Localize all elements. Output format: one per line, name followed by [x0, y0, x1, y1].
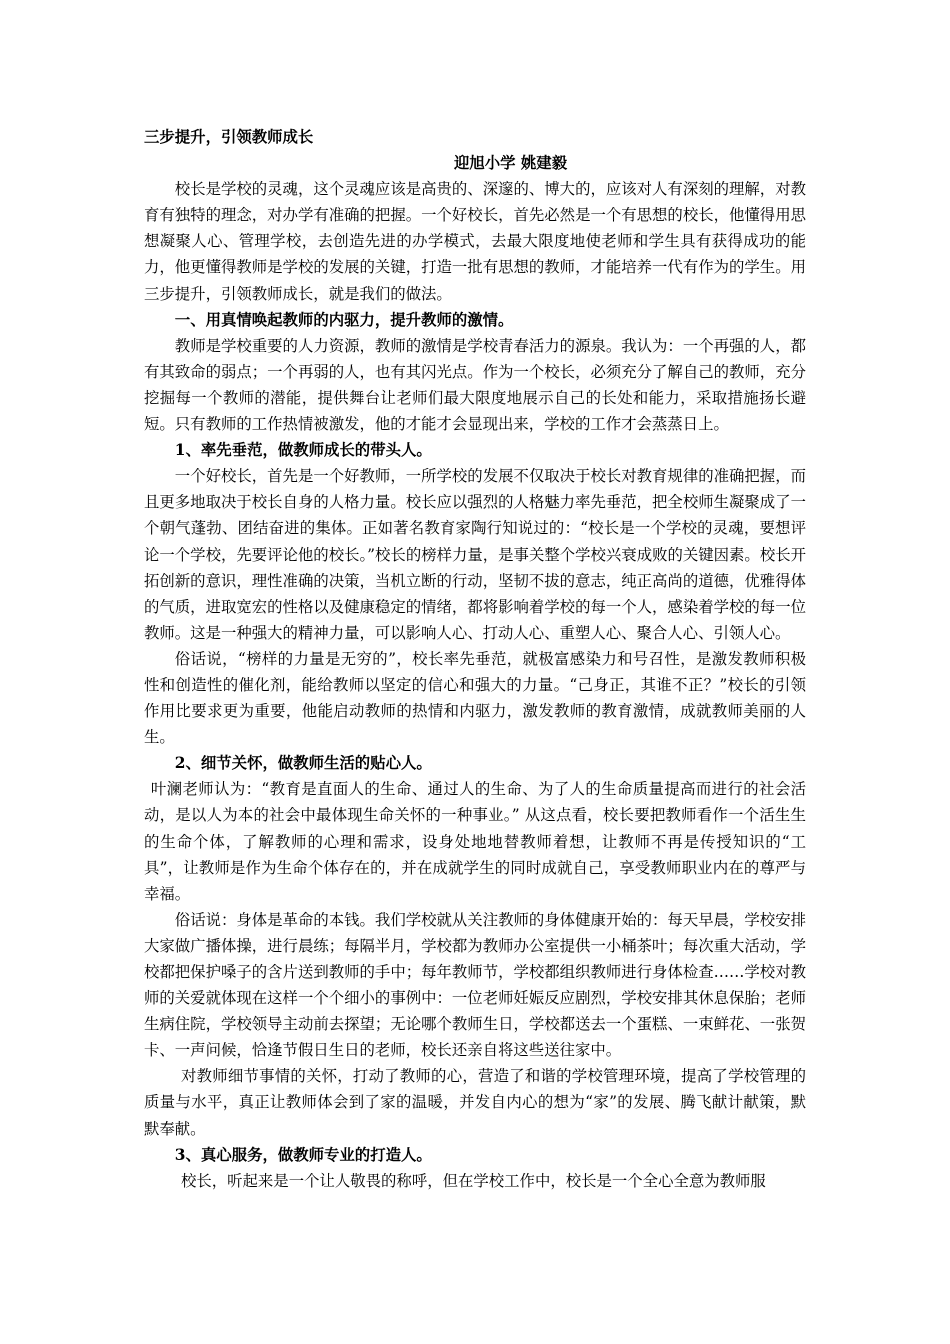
subsection-2-heading: 2、细节关怀，做教师生活的贴心人。	[174, 754, 432, 773]
subsection-3-heading: 3、真心服务，做教师专业的打造人。	[174, 1145, 432, 1164]
subsection-1-heading: 1、率先垂范，做教师成长的带头人。	[174, 441, 432, 460]
document-page	[144, 124, 806, 1194]
document-author: 迎旭小学 姚建毅	[454, 154, 568, 173]
section-1-heading: 一、用真情唤起教师的内驱力，提升教师的激情。	[174, 310, 514, 329]
subsection-2-paragraph-2: 俗话说：身体是革命的本钱。我们学校就从关注教师的身体健康开始的：每天早晨，学校安排大家做广播体操，进行晨练；每隔半月，学校都为教师办公室提供一小桶茶叶；每次重大活动，学校都把保护嗓子的含片送到教师的手中；每年教师节，学校都组织教师进行身体检查……学校对教师的关爱就体现在这样一个个细小的事例中：一位老师妊娠反应剧烈，学校安排其休息保胎；老师生病住院，学校领导主动前去探望；无论哪个教师生日，学校都送去一个蛋糕、一束鲜花、一张贺卡、一声问候，恰逢节假日生日的老师，校长还亲自将这些送往家中。	[144, 910, 806, 1060]
document-title: 三步提升，引领教师成长	[144, 128, 314, 146]
subsection-2-paragraph-3: 对教师细节事情的关怀，打动了教师的心，营造了和谐的学校管理环境，提高了学校管理的质量与水平，真正让教师体会到了家的温暖，并发自内心的想为“家”的发展、腾飞献计献策，默默奉献。	[144, 1067, 806, 1138]
subsection-1-paragraph-1: 一个好校长，首先是一个好教师，一所学校的发展不仅取决于校长对教育规律的准确把握，而且更多地取决于校长自身的人格力量。校长应以强烈的人格魅力率先垂范，把全校师生凝聚成了一个朝气蓬勃、团结奋进的集体。正如著名教育家陶行知说过的：“校长是一个学校的灵魂，要想评论一个学校，先要评论他的校长。”校长的榜样力量，是事关整个学校兴衰成败的关键因素。校长开拓创新的意识，理性准确的决策，当机立断的行动，坚韧不拔的意志，纯正高尚的道德，优雅得体的气质，进取宽宏的性格以及健康稳定的情绪，都将影响着学校的每一个人，感染着学校的每一位教师。这是一种强大的精神力量，可以影响人心、打动人心、重塑人心、聚合人心、引领人心。	[144, 467, 806, 642]
section-1-paragraph: 教师是学校重要的人力资源，教师的激情是学校青春活力的源泉。我认为：一个再强的人，都有其致命的弱点；一个再弱的人，也有其闪光点。作为一个校长，必须充分了解自己的教师，充分挖掘每一个教师的潜能，提供舞台让老师们最大限度地展示自己的长处和能力，采取措施扬长避短。只有教师的工作热情被激发，他的才能才会显现出来，学校的工作才会蒸蒸日上。	[144, 336, 806, 434]
intro-paragraph: 校长是学校的灵魂，这个灵魂应该是高贵的、深邃的、博大的，应该对人有深刻的理解，对教育有独特的理念，对办学有准确的把握。一个好校长，首先必然是一个有思想的校长，他懂得用思想凝聚人心、管理学校，去创造先进的办学模式，去最大限度地使老师和学生具有获得成功的能力，他更懂得教师是学校的发展的关键，打造一批有思想的教师，才能培养一代有作为的学生。用三步提升，引领教师成长，就是我们的做法。	[144, 180, 806, 303]
subsection-1-paragraph-2: 俗话说，“榜样的力量是无穷的”，校长率先垂范，就极富感染力和号召性，是激发教师积极性和创造性的催化剂，能给教师以坚定的信心和强大的力量。“己身正，其谁不正？”校长的引领作用比要求更为重要，他能启动教师的热情和内驱力，激发教师的教育激情，成就教师美丽的人生。	[144, 649, 806, 747]
subsection-3-paragraph-1: 校长，听起来是一个让人敬畏的称呼，但在学校工作中，校长是一个全心全意为教师服	[180, 1171, 766, 1190]
subsection-2-paragraph-1: 叶澜老师认为：“教育是直面人的生命、通过人的生命、为了人的生命质量提高而进行的社会活动，是以人为本的社会中最体现生命关怀的一种事业。” 从这点看，校长要把教师看作一个活生生的生命个体，了解教师的心理和需求，设身处地地替教师着想，让教师不再是传授知识的“工具”，让教师是作为生命个体存在的，并在成就学生的同时成就自己，享受教师职业内在的尊严与幸福。	[144, 780, 806, 903]
